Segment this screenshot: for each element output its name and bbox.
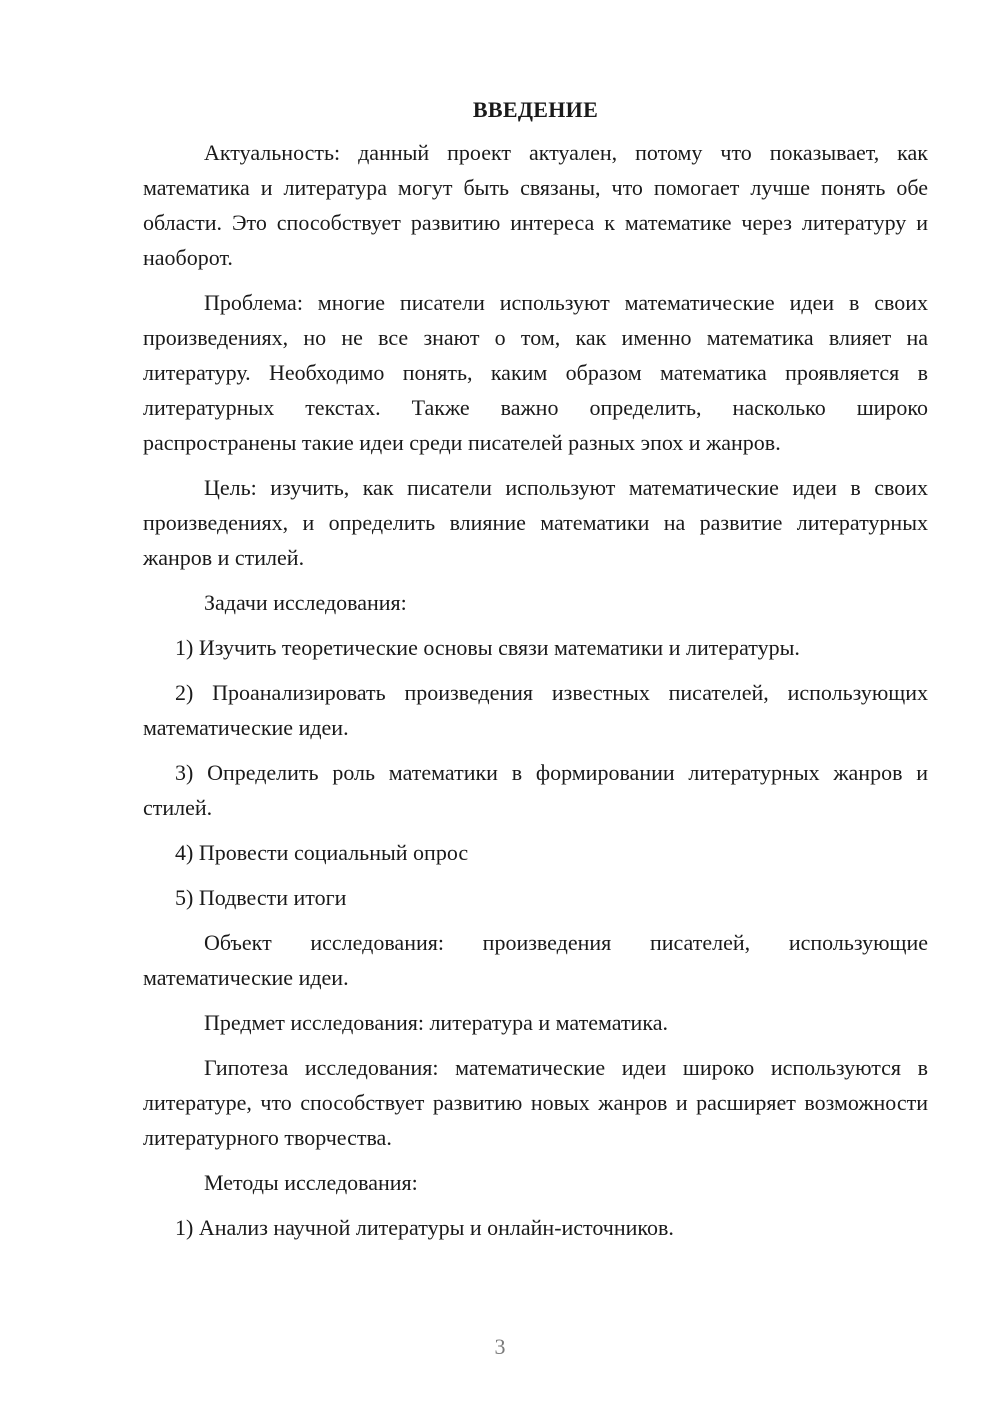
task-item-5: 5) Подвести итоги [175, 885, 347, 910]
paragraph-object: Объект исследования: произведения писателей, использующие математические идеи. [143, 930, 928, 990]
paragraph-hypothesis: Гипотеза исследования: математические идеи широко используются в литературе, что способствует развитию новых жанров и расширяет возможности литературного творчества. [143, 1055, 928, 1150]
paragraph-tasks-heading: Задачи исследования: [204, 590, 407, 615]
paragraph-relevance: Актуальность: данный проект актуален, потому что показывает, как математика и литература могут быть связаны, что помогает лучше понять обе области. Это способствует развитию интереса к математике через литературу и наоборот. [143, 140, 928, 270]
paragraph-subject: Предмет исследования: литература и математика. [204, 1010, 668, 1035]
paragraph-problem: Проблема: многие писатели используют математические идеи в своих произведениях, но не все знают о том, как именно математика влияет на литературу. Необходимо понять, каким образом математика проявляется в литературных текстах. Также важно определить, насколько широко распространены такие идеи среди писателей разных эпох и жанров. [143, 290, 928, 455]
task-item-3: 3) Определить роль математики в формировании литературных жанров и стилей. [143, 760, 928, 820]
section-title: ВВЕДЕНИЕ [472, 97, 599, 122]
paragraph-methods-heading: Методы исследования: [204, 1170, 418, 1195]
paragraph-goal: Цель: изучить, как писатели используют математические идеи в своих произведениях, и определить влияние математики на развитие литературных жанров и стилей. [143, 475, 928, 570]
task-item-2: 2) Проанализировать произведения известных писателей, использующих математические идеи. [143, 680, 928, 740]
page-number: 3 [494, 1334, 506, 1359]
document-page [143, 92, 928, 1245]
task-item-1: 1) Изучить теоретические основы связи математики и литературы. [175, 635, 800, 660]
task-item-4: 4) Провести социальный опрос [175, 840, 469, 865]
method-item-1: 1) Анализ научной литературы и онлайн-источников. [175, 1215, 674, 1240]
